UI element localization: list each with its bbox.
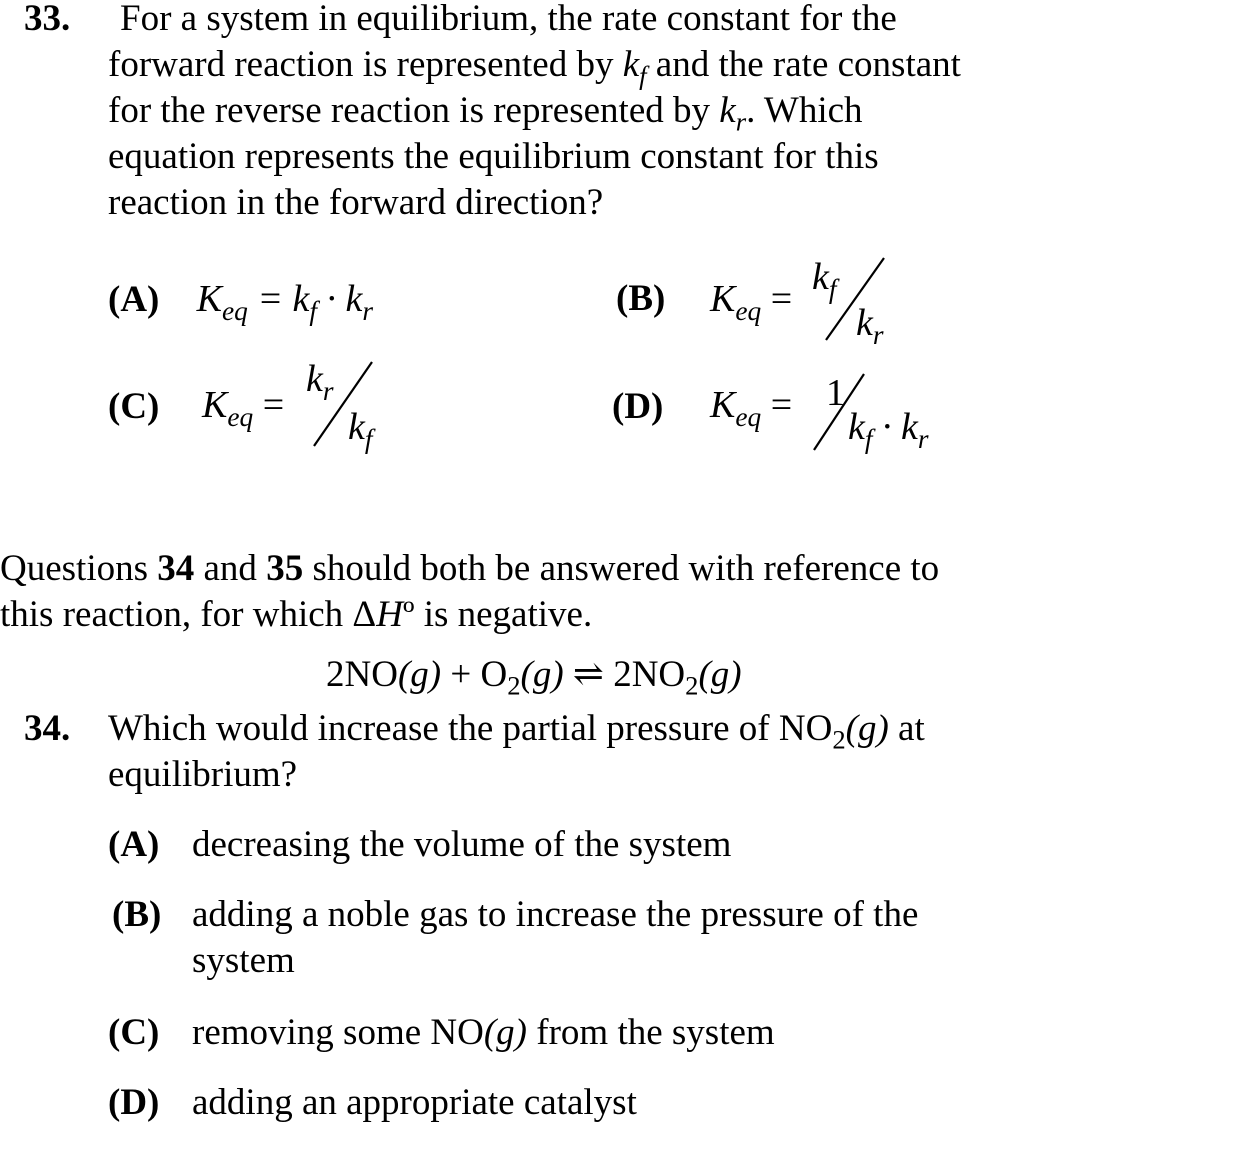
q34-option-b-text-line-2: system [192,940,295,981]
q34-option-b-text-line-1: adding a noble gas to increase the pressure of the [192,894,919,935]
option-b-denominator: $k_r$ [856,302,884,350]
q33-option-d[interactable] [612,384,663,430]
option-c-numerator: $k_r$ [306,358,334,406]
option-b-numerator: $k_f$ [812,256,837,304]
option-b-equation: $K_{eq}$ = [710,278,793,326]
option-d-denominator: $k_f \cdot k_r$ [848,406,929,454]
q34-option-d-text: adding an appropriate catalyst [192,1082,637,1123]
question-33-line-2: forward reaction is represented by $k_f$ and the rate constant [108,44,961,91]
option-label: (B) [112,894,162,935]
intro-line-2: this reaction, for which ΔHº is negative. [0,594,593,635]
option-label: (A) [108,824,160,865]
q33-option-b[interactable] [616,276,665,322]
option-label: (C) [108,386,160,427]
reaction-equation: $2NO(g) + O_2(g)$ ⇌ $2NO_2(g)$ [326,654,742,701]
option-label: (D) [612,386,664,427]
q34-option-b[interactable] [112,892,161,938]
option-label: (B) [616,278,666,319]
option-c-equation: $K_{eq}$ = [202,384,285,432]
intro-line-1: Questions 34 and 35 should both be answered with reference to [0,548,940,589]
option-d-numerator: 1 [826,372,845,414]
q33-option-a[interactable] [108,276,373,326]
option-label: (D) [108,1082,160,1123]
q34-option-a[interactable] [108,822,159,868]
question-33-line-1: For a system in equilibrium, the rate constant for the [120,0,897,39]
question-34-number: 34. [24,708,71,749]
question-33-line-3: for the reverse reaction is represented by $k_r$. Which [108,90,863,137]
option-a-equation: $K_{eq} = k_f \cdot k_r$ [196,278,373,326]
q34-option-c[interactable] [108,1010,159,1056]
q34-option-d[interactable] [108,1080,159,1126]
option-label: (C) [108,1012,160,1053]
option-c-denominator: $k_f$ [348,406,373,454]
option-d-equation: $K_{eq}$ = [710,384,793,432]
q33-option-c[interactable] [108,384,159,430]
question-33-line-4: equation represents the equilibrium constant for this [108,136,879,177]
q34-option-c-text: removing some NO(g) from the system [192,1012,775,1053]
q34-option-a-text: decreasing the volume of the system [192,824,732,865]
option-label: (A) [108,279,160,320]
question-33-number: 33. [24,0,71,39]
question-33-line-5: reaction in the forward direction? [108,182,604,223]
question-34-line-1: Which would increase the partial pressure of $NO_2(g)$ at [108,708,925,755]
question-34-line-2: equilibrium? [108,754,298,795]
